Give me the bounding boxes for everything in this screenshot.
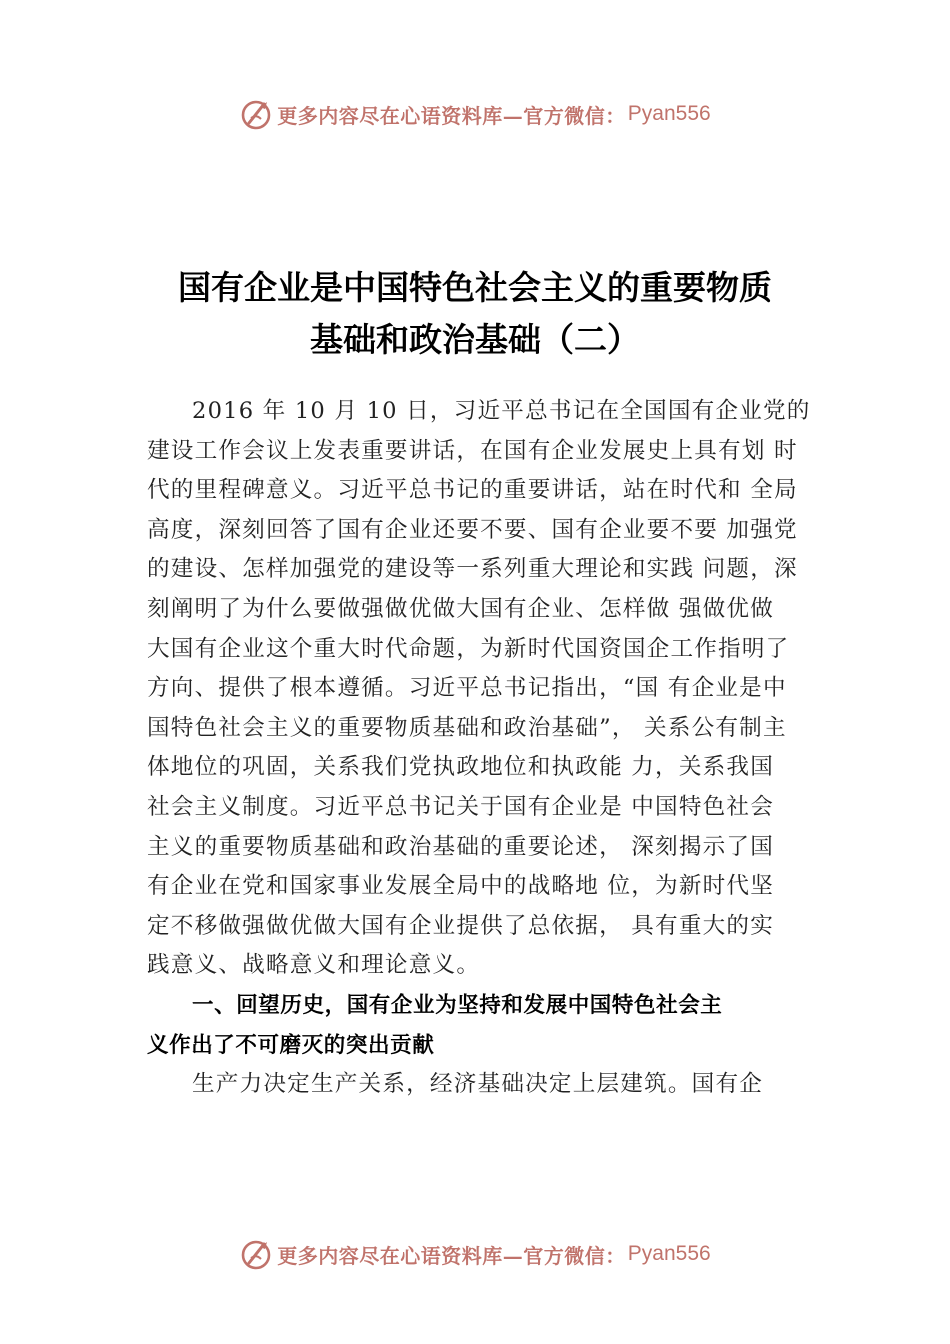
body-line: 大国有企业这个重大时代命题，为新时代国资国企工作指明了 xyxy=(147,635,790,662)
body-line: 2016 年 10 月 10 日，习近平总书记在全国国有企业党的 xyxy=(192,398,811,424)
body-line: 高度，深刻回答了国有企业还要不要、国有企业要不要 加强党 xyxy=(147,516,798,543)
watermark-text: 更多内容尽在心语资料库—官方微信： xyxy=(277,103,626,128)
body-line: 的建设、怎样加强党的建设等一系列重大理论和实践 问题，深 xyxy=(147,556,798,583)
body-line: 刻阐明了为什么要做强做优做大国有企业、怎样做 强做优做 xyxy=(147,595,775,622)
body-line: 主义的重要物质基础和政治基础的重要论述， 深刻揭示了国 xyxy=(147,833,775,860)
body-line: 代的里程碑意义。习近平总书记的重要讲话，站在时代和 全局 xyxy=(147,477,798,504)
body-line: 社会主义制度。习近平总书记关于国有企业是 中国特色社会 xyxy=(147,793,775,820)
section-heading: 一、回望历史，国有企业为坚持和发展中国特色社会主 xyxy=(192,992,723,1018)
body-line: 方向、提供了根本遵循。习近平总书记指出，“国 有企业是中 xyxy=(147,675,787,702)
pen-seal-icon xyxy=(239,97,273,131)
pen-seal-icon xyxy=(239,1237,273,1271)
body-line: 生产力决定生产关系，经济基础决定上层建筑。国有企 xyxy=(192,1071,764,1098)
body-line: 建设工作会议上发表重要讲话，在国有企业发展史上具有划 时 xyxy=(147,437,798,464)
body-line: 定不移做强做优做大国有企业提供了总依据， 具有重大的实 xyxy=(147,912,775,939)
watermark-account: Pyan556 xyxy=(627,102,711,125)
watermark-banner-bottom xyxy=(0,1234,950,1274)
body-line: 践意义、战略意义和理论意义。 xyxy=(147,952,481,979)
watermark-text: 更多内容尽在心语资料库—官方微信： xyxy=(277,1243,626,1268)
body-line: 有企业在党和国家事业发展全局中的战略地 位，为新时代坚 xyxy=(147,873,775,900)
title-line: 基础和政治基础（二） xyxy=(310,320,640,359)
section-heading: 义作出了不可磨灭的突出贡献 xyxy=(147,1032,435,1058)
document-body xyxy=(147,392,837,1105)
body-line: 国特色社会主义的重要物质基础和政治基础”， 关系公有制主 xyxy=(147,714,787,741)
watermark-account: Pyan556 xyxy=(627,1242,711,1265)
title-line: 国有企业是中国特色社会主义的重要物质 xyxy=(178,268,772,307)
body-line: 体地位的巩固，关系我们党执政地位和执政能 力，关系我国 xyxy=(147,754,775,781)
document-title xyxy=(100,262,850,366)
watermark-banner-top xyxy=(0,94,950,134)
